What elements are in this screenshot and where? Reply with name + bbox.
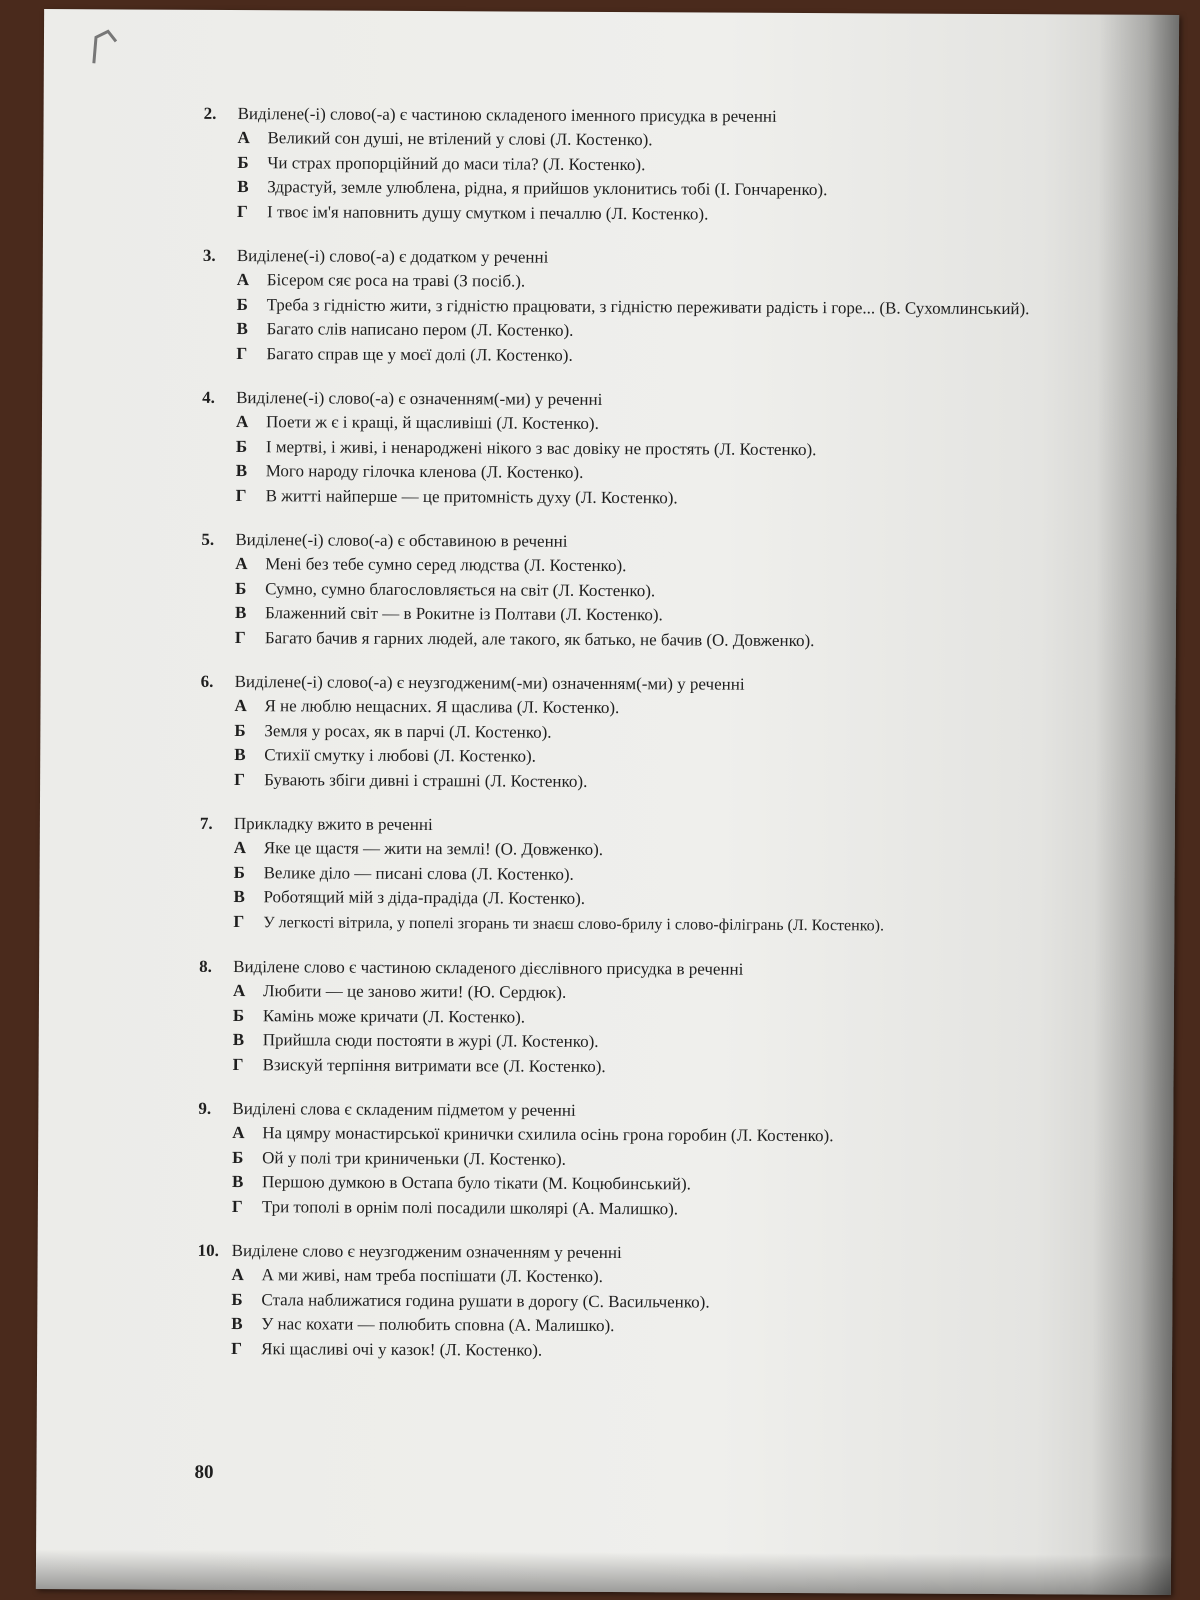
option-g: [199, 1052, 1099, 1081]
option-letter: Г: [232, 1054, 244, 1074]
option-letter: Г: [236, 343, 248, 363]
option-letter: Б: [232, 1005, 245, 1025]
option-letter: Б: [236, 294, 248, 314]
option-g: [199, 909, 1099, 939]
question-prompt: Виділене(-і) слово(-а) є означенням(-ми) у реченні: [236, 388, 603, 409]
option-text: У легкості вітрила, у попелі згорань ти знаєш слово-брилу і слово-філігрань (Л. Костенко).: [263, 913, 885, 934]
option-letter: В: [231, 1314, 243, 1334]
question-number: 6.: [200, 671, 214, 691]
option-letter: Б: [237, 152, 249, 172]
question-prompt: Виділене слово є неузгодженим означенням у реченні: [231, 1241, 622, 1263]
question-number: 10.: [197, 1240, 219, 1260]
option-text: Камінь може кричати (Л. Костенко).: [262, 1005, 526, 1027]
option-text: Мого народу гілочка кленова (Л. Костенко).: [265, 461, 584, 482]
question-number: 3.: [202, 245, 216, 265]
page-edge-shadow: [1091, 15, 1179, 1595]
option-text: Стихії смутку і любові (Л. Костенко).: [264, 745, 536, 766]
option-g: [201, 625, 1101, 654]
option-letter: А: [233, 838, 247, 858]
option-letter: В: [233, 887, 245, 907]
option-text: Сумно, сумно благословляється на світ (Л. Костенко).: [265, 578, 656, 600]
option-text: Чи страх пропорційний до маси тіла? (Л. Костенко).: [267, 152, 646, 174]
option-text: Блаженний світ — в Рокитне із Полтави (Л. Костенко).: [264, 603, 663, 625]
option-letter: Г: [237, 201, 248, 221]
option-letter: Б: [233, 862, 245, 882]
option-letter: Б: [235, 578, 247, 598]
option-letter: А: [236, 270, 250, 290]
option-text: Бувають збіги дивні і страшні (Л. Костенко).: [264, 769, 588, 791]
option-letter: Г: [231, 1338, 243, 1358]
option-text: Багато слів написано пером (Л. Костенко).: [266, 319, 574, 340]
option-letter: Г: [235, 485, 247, 505]
option-text: У нас кохати — полюбить сповна (А. Малишко).: [261, 1314, 615, 1336]
option-text: Роботящий мій з діда-прадіда (Л. Костенко).: [263, 887, 586, 908]
option-g: [197, 1336, 1097, 1365]
option-text: Багато справ ще у моєї долі (Л. Костенко).: [266, 343, 573, 365]
option-letter: Г: [233, 911, 245, 931]
question-9: [198, 1097, 1099, 1224]
question-7: [199, 812, 1100, 940]
option-v: [199, 885, 1099, 914]
question-2: [203, 102, 1104, 229]
option-text: Ой у полі три криниченьки (Л. Костенко).: [262, 1147, 567, 1169]
option-text: Які щасливі очі у казок! (Л. Костенко).: [261, 1338, 543, 1360]
question-number: 8.: [199, 956, 212, 976]
test-questions: [197, 102, 1104, 1386]
question-8: [199, 955, 1100, 1082]
option-letter: А: [232, 1123, 245, 1143]
option-letter: Г: [234, 769, 245, 789]
question-prompt: Виділене(-і) слово(-а) є частиною складеного іменного присудка в реченні: [237, 104, 777, 126]
question-prompt: Виділене(-і) слово(-а) є неузгодженим(-ми) означенням(-ми) у реченні: [234, 672, 745, 694]
question-prompt: Прикладку вжито в реченні: [233, 814, 433, 835]
question-number: 9.: [198, 1098, 212, 1118]
question-prompt: Виділені слова є складеним підметом у реченні: [232, 1099, 576, 1120]
option-text: Поети ж є і кращі, й щасливіші (Л. Костенко).: [265, 412, 599, 433]
option-text: Великий сон душі, не втілений у слові (Л. Костенко).: [267, 128, 653, 150]
option-letter: В: [231, 1172, 244, 1192]
option-letter: Б: [235, 436, 248, 456]
option-letter: Б: [231, 1289, 243, 1309]
question-6: [200, 670, 1101, 797]
option-letter: А: [237, 128, 250, 148]
option-g: [202, 483, 1102, 512]
option-letter: В: [234, 603, 247, 623]
question-number: 7.: [199, 813, 213, 833]
pen-mark-icon: [88, 27, 136, 67]
option-letter: В: [236, 319, 248, 339]
question-3: [202, 244, 1103, 371]
option-text: На цямру монастирської кринички схилила осінь грона горобин (Л. Костенко).: [262, 1123, 834, 1146]
option-text: Любити — це заново жити! (Ю. Сердюк).: [262, 981, 567, 1002]
option-letter: В: [232, 1030, 245, 1050]
option-text: Яке це щастя — жити на землі! (О. Довженко).: [263, 838, 604, 859]
option-text: Треба з гідністю жити, з гідністю працювати, з гідністю переживати радість і горе... (В. Сухомлинський).: [266, 294, 1030, 318]
option-g: [198, 1194, 1098, 1223]
option-g: [203, 199, 1103, 228]
option-text: Бісером сяє роса на траві (З посіб.).: [266, 270, 526, 291]
option-letter: В: [234, 745, 246, 765]
option-letter: А: [234, 696, 247, 716]
question-4: [202, 386, 1103, 513]
option-letter: Б: [232, 1147, 244, 1167]
option-text: Першою думкою в Остапа було тікати (М. Коцюбинський).: [261, 1172, 692, 1194]
question-10: [197, 1239, 1098, 1366]
option-text: Взискуй терпіння витримати все (Л. Костенко).: [262, 1054, 606, 1076]
option-text: Велике діло — писані слова (Л. Костенко).: [263, 862, 574, 884]
question-number: 4.: [202, 387, 215, 407]
option-text: І твоє ім'я наповнить душу смутком і печаллю (Л. Костенко).: [267, 201, 709, 224]
option-letter: Б: [234, 720, 246, 740]
option-text: Я не люблю нещасних. Я щаслива (Л. Костенко).: [264, 696, 620, 718]
option-letter: Г: [234, 627, 246, 647]
option-text: Багато бачив я гарних людей, але такого, як батько, не бачив (О. Довженко).: [264, 627, 815, 650]
option-letter: А: [232, 981, 246, 1001]
option-text: Здрастуй, земле улюблена, рідна, я прийшов уклонитись тобі (І. Гончаренко).: [267, 177, 828, 200]
option-letter: Г: [231, 1196, 243, 1216]
question-5: [201, 528, 1102, 655]
option-letter: В: [235, 461, 248, 481]
option-letter: В: [237, 177, 249, 197]
option-text: Прийшла сюди постояти в журі (Л. Костенко).: [262, 1030, 599, 1051]
option-letter: А: [231, 1265, 244, 1285]
option-text: Мені без тебе сумно серед людства (Л. Костенко).: [265, 554, 627, 576]
option-text: Земля у росах, як в парчі (Л. Костенко).: [264, 720, 552, 742]
option-text: Три тополі в орнім полі посадили школярі (А. Малишко).: [261, 1196, 679, 1218]
option-text: А ми живі, нам треба поспішати (Л. Костенко).: [261, 1265, 603, 1286]
option-text: Стала наближатися година рушати в дорогу (С. Васильченко).: [261, 1289, 710, 1312]
option-g: [200, 767, 1100, 796]
question-prompt: Виділене(-і) слово(-а) є додатком у реченні: [236, 246, 549, 267]
option-letter: А: [235, 412, 249, 432]
page-bottom-shadow: [36, 1549, 1171, 1595]
option-g: [202, 341, 1102, 370]
paper-sheet: [36, 9, 1179, 1595]
question-prompt: Виділене(-і) слово(-а) є обставиною в реченні: [235, 530, 568, 551]
option-text: В житті найперше — це притомність духу (Л. Костенко).: [265, 485, 678, 507]
option-text: І мертві, і живі, і ненароджені нікого з вас довіку не простять (Л. Костенко).: [265, 436, 817, 459]
option-letter: А: [235, 554, 248, 574]
question-number: 5.: [201, 529, 215, 549]
page-number: 80: [194, 1461, 214, 1483]
question-number: 2.: [203, 103, 217, 123]
question-prompt: Виділене слово є частиною складеного дієслівного присудка в реченні: [233, 957, 744, 979]
